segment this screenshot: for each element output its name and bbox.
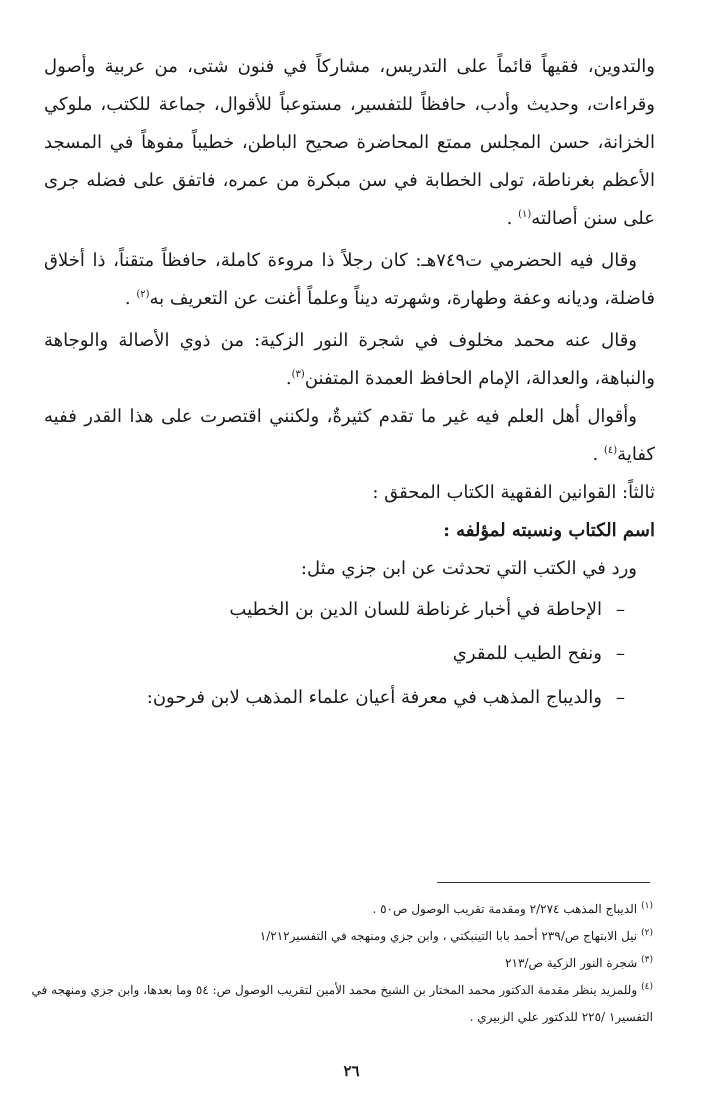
footnote-ref-1: (١) — [518, 209, 532, 220]
page-number: ٢٦ — [343, 1062, 360, 1080]
footnote-separator — [437, 882, 650, 883]
footnote-ref-3: (٣) — [291, 369, 305, 380]
list-item: –والديباج المذهب في معرفة أعيان علماء المذهب لابن فرحون: — [44, 676, 625, 720]
list-item: –الإحاطة في أخبار غرناطة للسان الدين بن الخطيب — [44, 588, 625, 632]
paragraph-2: وقال فيه الحضرمي ت٧٤٩هـ: كان رجلاً ذا مروءة كاملة، حافظاً متقناً، ذا أخلاق فاضلة، وديانه وعفة وطهارة، وشهرته ديناً وعلماً أغنت عن التعريف به$^{(٢)}$ . — [44, 250, 655, 309]
footnote-2: $^{(٢)}$نيل الابتهاج ص/٢٣٩ أحمد بابا التينبكتي ، وابن جزي ومنهجه في التفسير١/٢١٢ — [259, 928, 653, 943]
subheading: اسم الكتاب ونسبته لمؤلفه : — [443, 520, 655, 541]
footnote-ref-2: (٢) — [136, 289, 150, 300]
body-text — [44, 48, 655, 720]
list-intro: ورد في الكتب التي تحدثت عن ابن جزي مثل: — [300, 558, 637, 579]
source-list — [44, 588, 655, 720]
section-title: ثالثاً: القوانين الفقهية الكتاب المحقق : — [372, 482, 655, 503]
footnotes — [30, 896, 653, 1031]
dash-bullet: – — [616, 687, 625, 708]
paragraph-1: والتدوين، فقيهاً قائماً على التدريس، مشاركاً في فنون شتى، من عربية وأصول وقراءات، وحديث وأدب، حافظاً للتفسير، مستوعباً للأقوال، جماعة للكتب، ملوكي الخزانة، حسن المجلس ممتع المحاضرة صحيح الباطن، خطيباً مفوهاً في المسجد الأعظم بغرناطة، تولى الخطابة في سن مبكرة من عمره، فاتفق على فضله جرى على سنن أصالته$^{(١)}$ . — [44, 56, 655, 229]
dash-bullet: – — [616, 643, 625, 664]
footnote-4: $^{(٤)}$وللمزيد ينظر مقدمة الدكتور محمد المختار بن الشيخ محمد الأمين لتقريب الوصول ص: ٥٤ وما بعدها، وابن جزي ومنهجه في التفسير١ /٢٢٥ للدكتور علي الزبيري . — [31, 982, 653, 1024]
footnote-3: $^{(٣)}$شجرة النور الزكية ص/٢١٣ — [505, 955, 653, 970]
footnote-1: $^{(١)}$الديباج المذهب ٢/٢٧٤ ومقدمة تقريب الوصول ص٥٠ . — [372, 901, 653, 916]
footnote-ref-4: (٤) — [603, 445, 618, 456]
paragraph-4: وأقوال أهل العلم فيه غير ما تقدم كثيرةٌ، ولكنني اقتصرت على هذا القدر ففيه كفاية$^{(٤)}$ . — [44, 406, 655, 465]
paragraph-3: وقال عنه محمد مخلوف في شجرة النور الزكية: من ذوي الأصالة والوجاهة والنباهة، والعدالة، الإمام الحافظ العمدة المتفنن$^{(٣)}$. — [44, 330, 655, 389]
list-item: –ونفح الطيب للمقري — [44, 632, 625, 676]
dash-bullet: – — [616, 599, 625, 620]
